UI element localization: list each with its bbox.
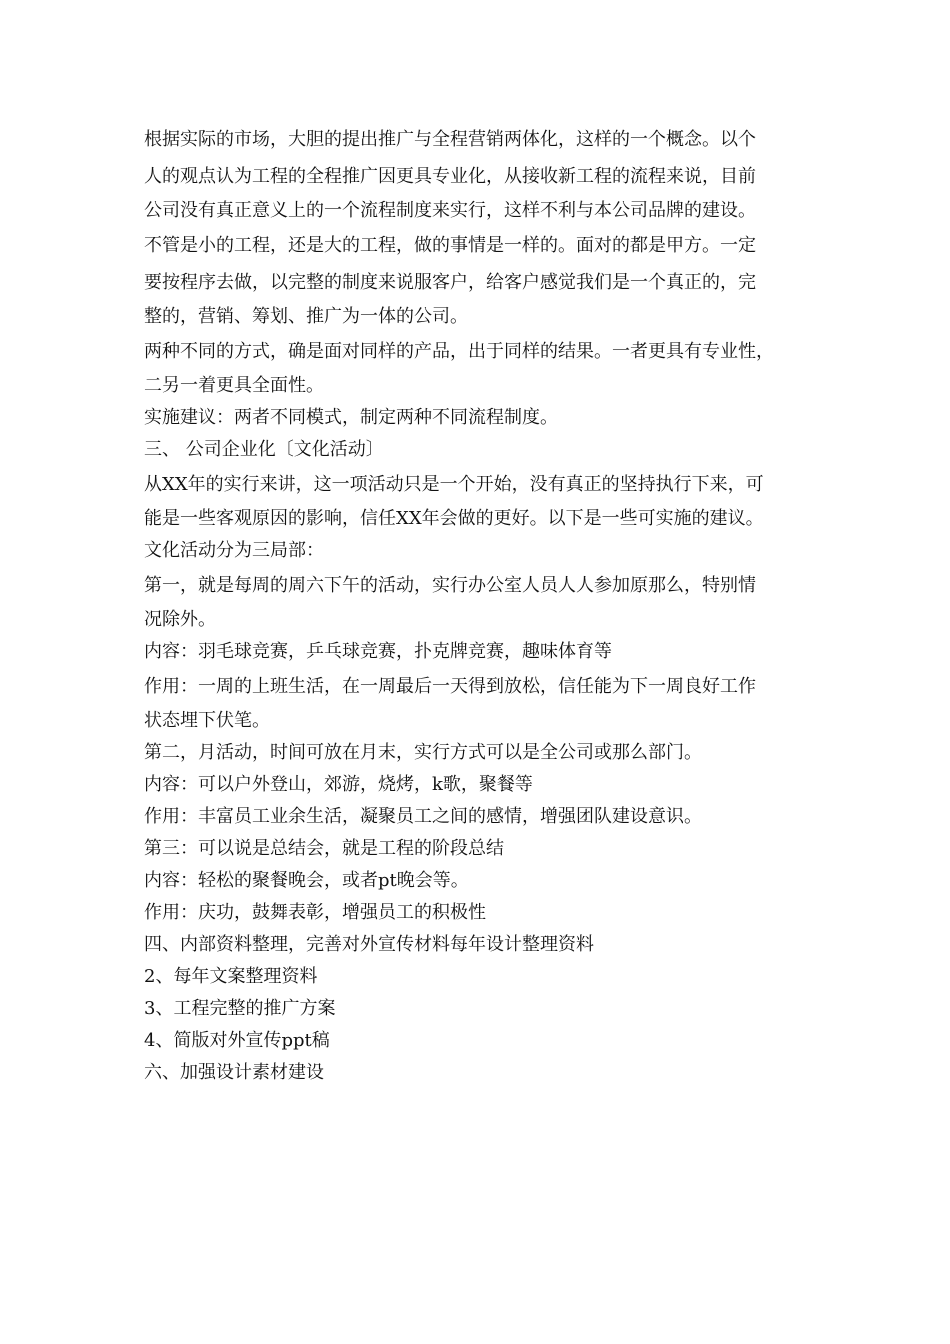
list-item: 2、每年文案整理资料 [144, 966, 318, 987]
paragraph-line: 作用：丰富员工业余生活，凝聚员工之间的感情，增强团队建设意识。 [144, 806, 702, 827]
paragraph-line: 根据实际的市场，大胆的提出推广与全程营销两体化，这样的一个概念。以个 [144, 129, 756, 150]
paragraph-line: 实施建议：两者不同模式，制定两种不同流程制度。 [144, 407, 558, 428]
paragraph-line: 不管是小的工程，还是大的工程，做的事情是一样的。面对的都是甲方。一定 [144, 235, 756, 256]
paragraph-line: 况除外。 [144, 609, 216, 630]
paragraph-line: 内容：可以户外登山，郊游，烧烤，k歌，聚餐等 [144, 774, 533, 795]
paragraph-line: 内容：羽毛球竞赛，乒乓球竞赛，扑克牌竞赛，趣味体育等 [144, 641, 612, 662]
section-heading: 六、加强设计素材建设 [144, 1062, 324, 1083]
paragraph-line: 二另一着更具全面性。 [144, 375, 324, 396]
paragraph-line: 第一，就是每周的周六下午的活动，实行办公室人员人人参加原那么，特别情 [144, 575, 756, 596]
paragraph-line: 作用：一周的上班生活，在一周最后一天得到放松，信任能为下一周良好工作 [144, 676, 756, 697]
paragraph-line: 公司没有真正意义上的一个流程制度来实行，这样不利与本公司品牌的建设。 [144, 200, 756, 221]
list-item: 3、工程完整的推广方案 [144, 998, 336, 1019]
paragraph-line: 能是一些客观原因的影响，信任XX年会做的更好。以下是一些可实施的建议。 [144, 508, 764, 529]
section-heading: 三、 公司企业化〔文化活动〕 [144, 439, 384, 460]
paragraph-line: 作用：庆功，鼓舞表彰，增强员工的积极性 [144, 902, 486, 923]
paragraph-line: 第二，月活动，时间可放在月末，实行方式可以是全公司或那么部门。 [144, 742, 702, 763]
paragraph-line: 要按程序去做，以完整的制度来说服客户，给客户感觉我们是一个真正的，完 [144, 272, 756, 293]
paragraph-line: 人的观点认为工程的全程推广因更具专业化，从接收新工程的流程来说，目前 [144, 166, 756, 187]
paragraph-line: 状态埋下伏笔。 [144, 710, 270, 731]
document-body [144, 121, 814, 1089]
paragraph-line: 文化活动分为三局部： [144, 540, 324, 561]
paragraph-line: 两种不同的方式，确是面对同样的产品，出于同样的结果。一者更具有专业性， [144, 341, 774, 362]
section-heading: 四、内部资料整理，完善对外宣传材料每年设计整理资料 [144, 934, 594, 955]
paragraph-line: 整的，营销、筹划、推广为一体的公司。 [144, 306, 468, 327]
paragraph-line: 第三：可以说是总结会，就是工程的阶段总结 [144, 838, 504, 859]
paragraph-line: 从XX年的实行来讲，这一项活动只是一个开始，没有真正的坚持执行下来，可 [144, 474, 764, 495]
list-item: 4、简版对外宣传ppt稿 [144, 1030, 330, 1051]
paragraph-line: 内容：轻松的聚餐晚会，或者pt晚会等。 [144, 870, 469, 891]
